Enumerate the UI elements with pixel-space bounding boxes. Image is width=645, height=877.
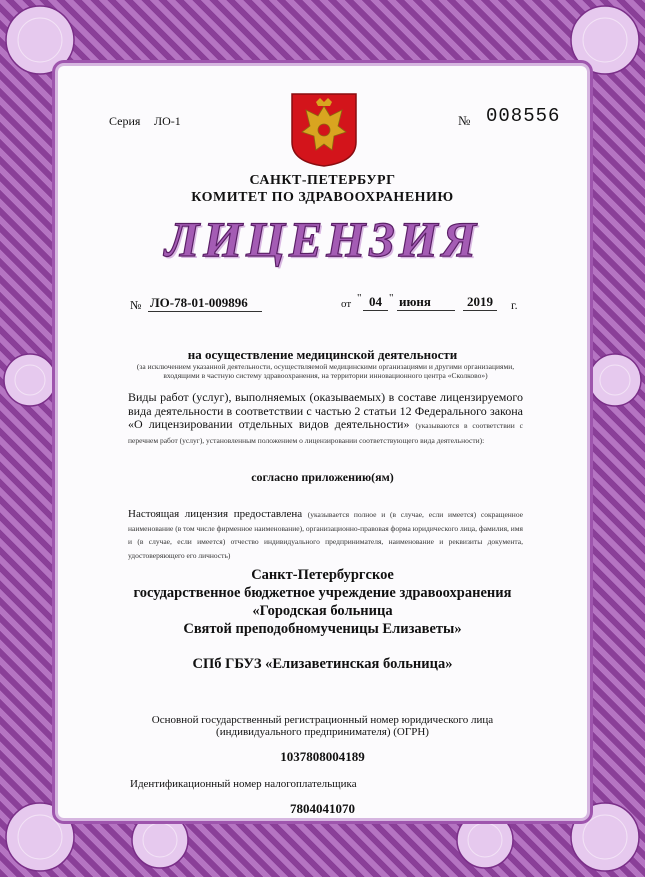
works-text: Виды работ (услуг), выполняемых (оказываемых) в составе лицензируемого вида деятельности в соответствии с частью 2 статьи 12 Федерального закона «О лицензировании отдельных видов деятельности» xyxy=(128,390,523,431)
license-month: июня xyxy=(397,294,455,311)
license-number: ЛО-78-01-009896 xyxy=(148,295,262,312)
corner-ornament-top-left xyxy=(6,6,74,74)
license-day: 04 xyxy=(363,294,388,311)
coat-of-arms-icon xyxy=(290,92,358,168)
works-paragraph xyxy=(128,391,523,447)
authority-city: САНКТ-ПЕТЕРБУРГ xyxy=(249,173,396,188)
license-number-label: № xyxy=(130,298,142,312)
works-note: (указываются в соответствии с перечнем работ (услуг), установленным положением о лицензировании соответствующего вида деятельности): xyxy=(128,421,524,445)
series-value: ЛО-1 xyxy=(154,114,181,128)
inn-value: 7804041070 xyxy=(290,801,355,816)
authority-committee: КОМИТЕТ ПО ЗДРАВООХРАНЕНИЮ xyxy=(191,190,454,205)
organization-name-line1: Санкт-Петербургское xyxy=(251,567,394,583)
rosette-bottom-right xyxy=(457,812,513,868)
rosette-bottom-left xyxy=(132,812,188,868)
activity-note: (за исключением указанной деятельности, осуществляемой медицинскими организациями и другими организациями, входящими в частную систему здравоохранения, на территории инновационного центра «Сколково») xyxy=(136,362,515,380)
ogrn-label-line2: (индивидуального предпринимателя) (ОГРН) xyxy=(216,726,429,738)
date-quote-open: " xyxy=(357,292,362,304)
granted-note: (указывается полное и (в случае, если имеется) сокращенное наименование (в том числе фирменное наименование), организационно-правовая форма юридического лица, фамилия, имя и (в случае, если имеется) отчество индивидуального предпринимателя, наименование и реквизиты документа, удостоверяющего его личность) xyxy=(128,510,523,560)
date-prefix: от xyxy=(341,298,352,310)
series-label: Серия xyxy=(109,114,141,128)
ogrn-label-line1: Основной государственный регистрационный номер юридического лица xyxy=(151,714,494,726)
granted-paragraph xyxy=(128,508,523,562)
form-number: 008556 xyxy=(486,105,561,127)
organization-name-line3: «Городская больница xyxy=(252,603,393,619)
organization-name-line2: государственное бюджетное учреждение здравоохранения xyxy=(133,585,512,601)
license-year: 2019 xyxy=(463,294,497,311)
date-quote-close: " xyxy=(389,292,394,304)
organization-short-name: СПб ГБУЗ «Елизаветинская больница» xyxy=(192,656,453,672)
corner-ornament-top-right xyxy=(571,6,639,74)
per-appendix: согласно приложению(ям) xyxy=(251,470,394,484)
ogrn-value: 1037808004189 xyxy=(280,749,365,764)
document-title: ЛИЦЕНЗИЯ xyxy=(164,211,481,267)
form-number-label: № xyxy=(458,113,471,128)
organization-name-line4: Святой преподобномученицы Елизаветы» xyxy=(183,621,462,637)
granted-text: Настоящая лицензия предоставлена xyxy=(128,508,303,520)
year-suffix: г. xyxy=(511,298,518,312)
inn-label: Идентификационный номер налогоплательщика xyxy=(130,778,357,790)
activity-title: на осуществление медицинской деятельности xyxy=(187,347,458,362)
